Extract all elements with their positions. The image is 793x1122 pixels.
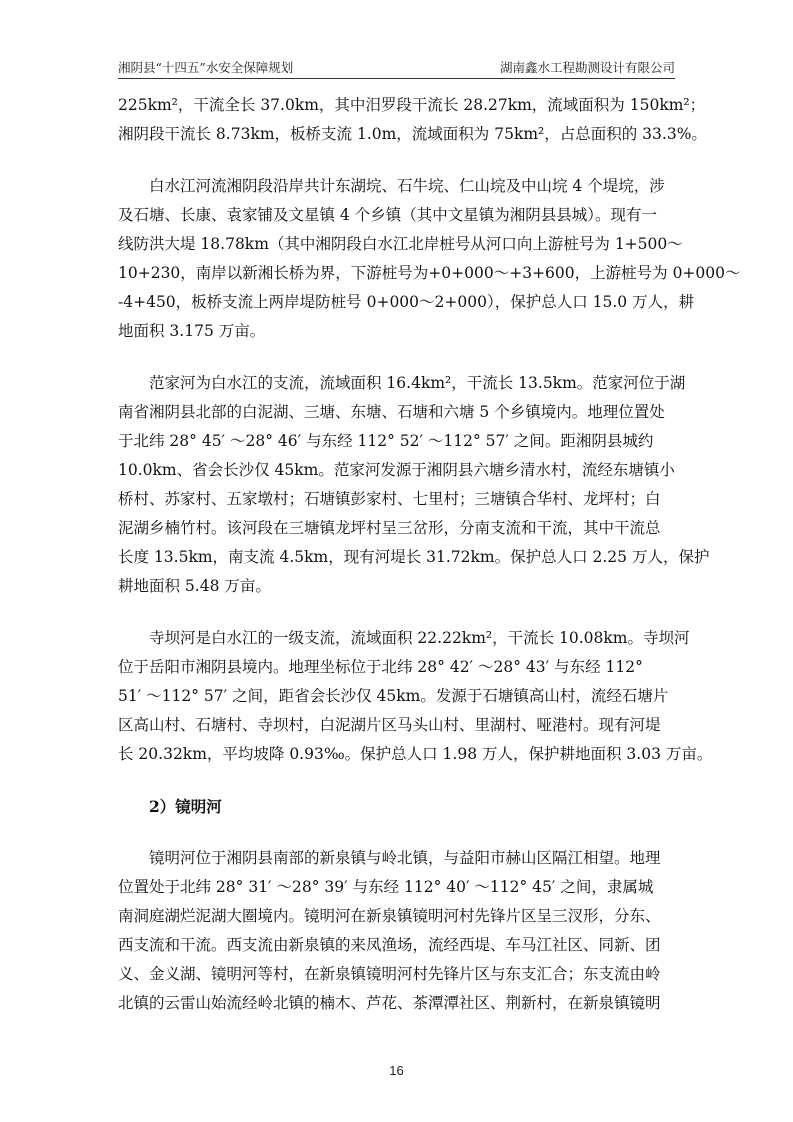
text-line: 位于岳阳市湘阴县境内。地理坐标位于北纬 28° 42′ ～28° 43′ 与东经 112° — [118, 658, 643, 676]
section-heading-jingminghe — [118, 792, 675, 821]
text-line: 桥村、苏家村、五家墩村；石塘镇彭家村、七里村；三塘镇合华村、龙坪村；白 — [118, 490, 661, 508]
paragraph-baishuijiang-area — [118, 91, 707, 149]
paragraph-sibahe — [118, 624, 713, 769]
text-line: 于北纬 28° 45′ ～28° 46′ 与东经 112° 52′ ～112° 57′ 之间。距湘阴县城约 — [118, 432, 654, 450]
text-line: 区高山村、石塘村、寺坝村，白泥湖片区马头山村、里湖村、哑港村。现有河堤 — [118, 716, 661, 734]
section-heading: 2）镜明河 — [118, 797, 222, 816]
header-divider — [118, 78, 675, 79]
text-line: 寺坝河是白水江的一级支流，流域面积 22.22km²，干流长 10.08km。寺坝河 — [118, 629, 690, 647]
paragraph-fanjiahe — [118, 369, 710, 601]
page-number: 16 — [389, 1063, 404, 1078]
text-line: 长 20.32km，平均坡降 0.93‰。保护总人口 1.98 万人，保护耕地面积 3.03 万亩。 — [118, 745, 713, 763]
text-line: 泥湖乡楠竹村。该河段在三塘镇龙坪村呈三岔形，分南支流和干流，其中干流总 — [118, 519, 661, 537]
text-line: 地面积 3.175 万亩。 — [118, 322, 266, 340]
text-line: 镜明河位于湘阴县南部的新泉镇与岭北镇，与益阳市赫山区隔江相望。地理 — [118, 849, 661, 867]
text-line: 义、金义湖、镜明河等村，在新泉镇镜明河村先锋片区与东支汇合；东支流由岭 — [118, 965, 661, 983]
header-company-name: 湖南鑫水工程勘测设计有限公司 — [499, 60, 675, 75]
text-line: -4+450，板桥支流上两岸堤防桩号 0+000～2+000），保护总人口 15.0 万人，耕 — [118, 293, 695, 311]
text-line: 长度 13.5km，南支流 4.5km，现有河堤长 31.72km。保护总人口 2.25 万人，保护 — [118, 548, 710, 566]
text-line: 范家河为白水江的支流，流域面积 16.4km²，干流长 13.5km。范家河位于湖 — [118, 374, 686, 392]
text-line: 白水江河流湘阴段沿岸共计东湖垸、石牛垸、仁山垸及中山垸 4 个堤垸，涉 — [118, 177, 665, 195]
page-header — [118, 58, 675, 76]
text-line: 及石塘、长康、袁家铺及文星镇 4 个乡镇（其中文星镇为湘阴县县城）。现有一 — [118, 206, 657, 224]
text-line: 线防洪大堤 18.78km（其中湘阴段白水江北岸桩号从河口向上游桩号为 1+500～ — [118, 235, 683, 253]
text-line: 10+230，南岸以新湘长桥为界，下游桩号为+0+000～+3+600，上游桩号为 0+000～ — [118, 264, 741, 282]
header-document-title: 湘阴县“十四五”水安全保障规划 — [118, 60, 294, 75]
text-line: 南省湘阴县北部的白泥湖、三塘、东塘、石塘和六塘 5 个乡镇境内。地理位置处 — [118, 403, 665, 421]
text-line: 西支流和干流。西支流由新泉镇的来凤渔场，流经西堤、车马江社区、同新、团 — [118, 936, 661, 954]
text-line: 北镇的云雷山始流经岭北镇的楠木、芦花、茶潭潭社区、荆新村，在新泉镇镜明 — [118, 994, 661, 1012]
text-line: 湘阴段干流长 8.73km，板桥支流 1.0m，流域面积为 75km²，占总面积的 33.3%。 — [118, 125, 707, 143]
text-line: 225km²，干流全长 37.0km，其中汨罗段干流长 28.27km，流域面积为 150km²； — [118, 96, 706, 114]
text-line: 51′ ～112° 57′ 之间，距省会长沙仅 45km。发源于石塘镇高山村，流经石塘片 — [118, 687, 669, 705]
paragraph-baishuijiang-levees — [118, 172, 741, 346]
document-body — [118, 91, 741, 1018]
text-line: 南洞庭湖烂泥湖大圈境内。镜明河在新泉镇镜明河村先锋片区呈三汊形，分东、 — [118, 907, 661, 925]
text-line: 10.0km、省会长沙仅 45km。范家河发源于湘阴县六塘乡清水村，流经东塘镇小 — [118, 461, 675, 479]
paragraph-jingminghe — [118, 844, 675, 1018]
text-line: 位置处于北纬 28° 31′ ～28° 39′ 与东经 112° 40′ ～112° 45′ 之间，隶属城 — [118, 878, 654, 896]
text-line: 耕地面积 5.48 万亩。 — [118, 577, 271, 595]
